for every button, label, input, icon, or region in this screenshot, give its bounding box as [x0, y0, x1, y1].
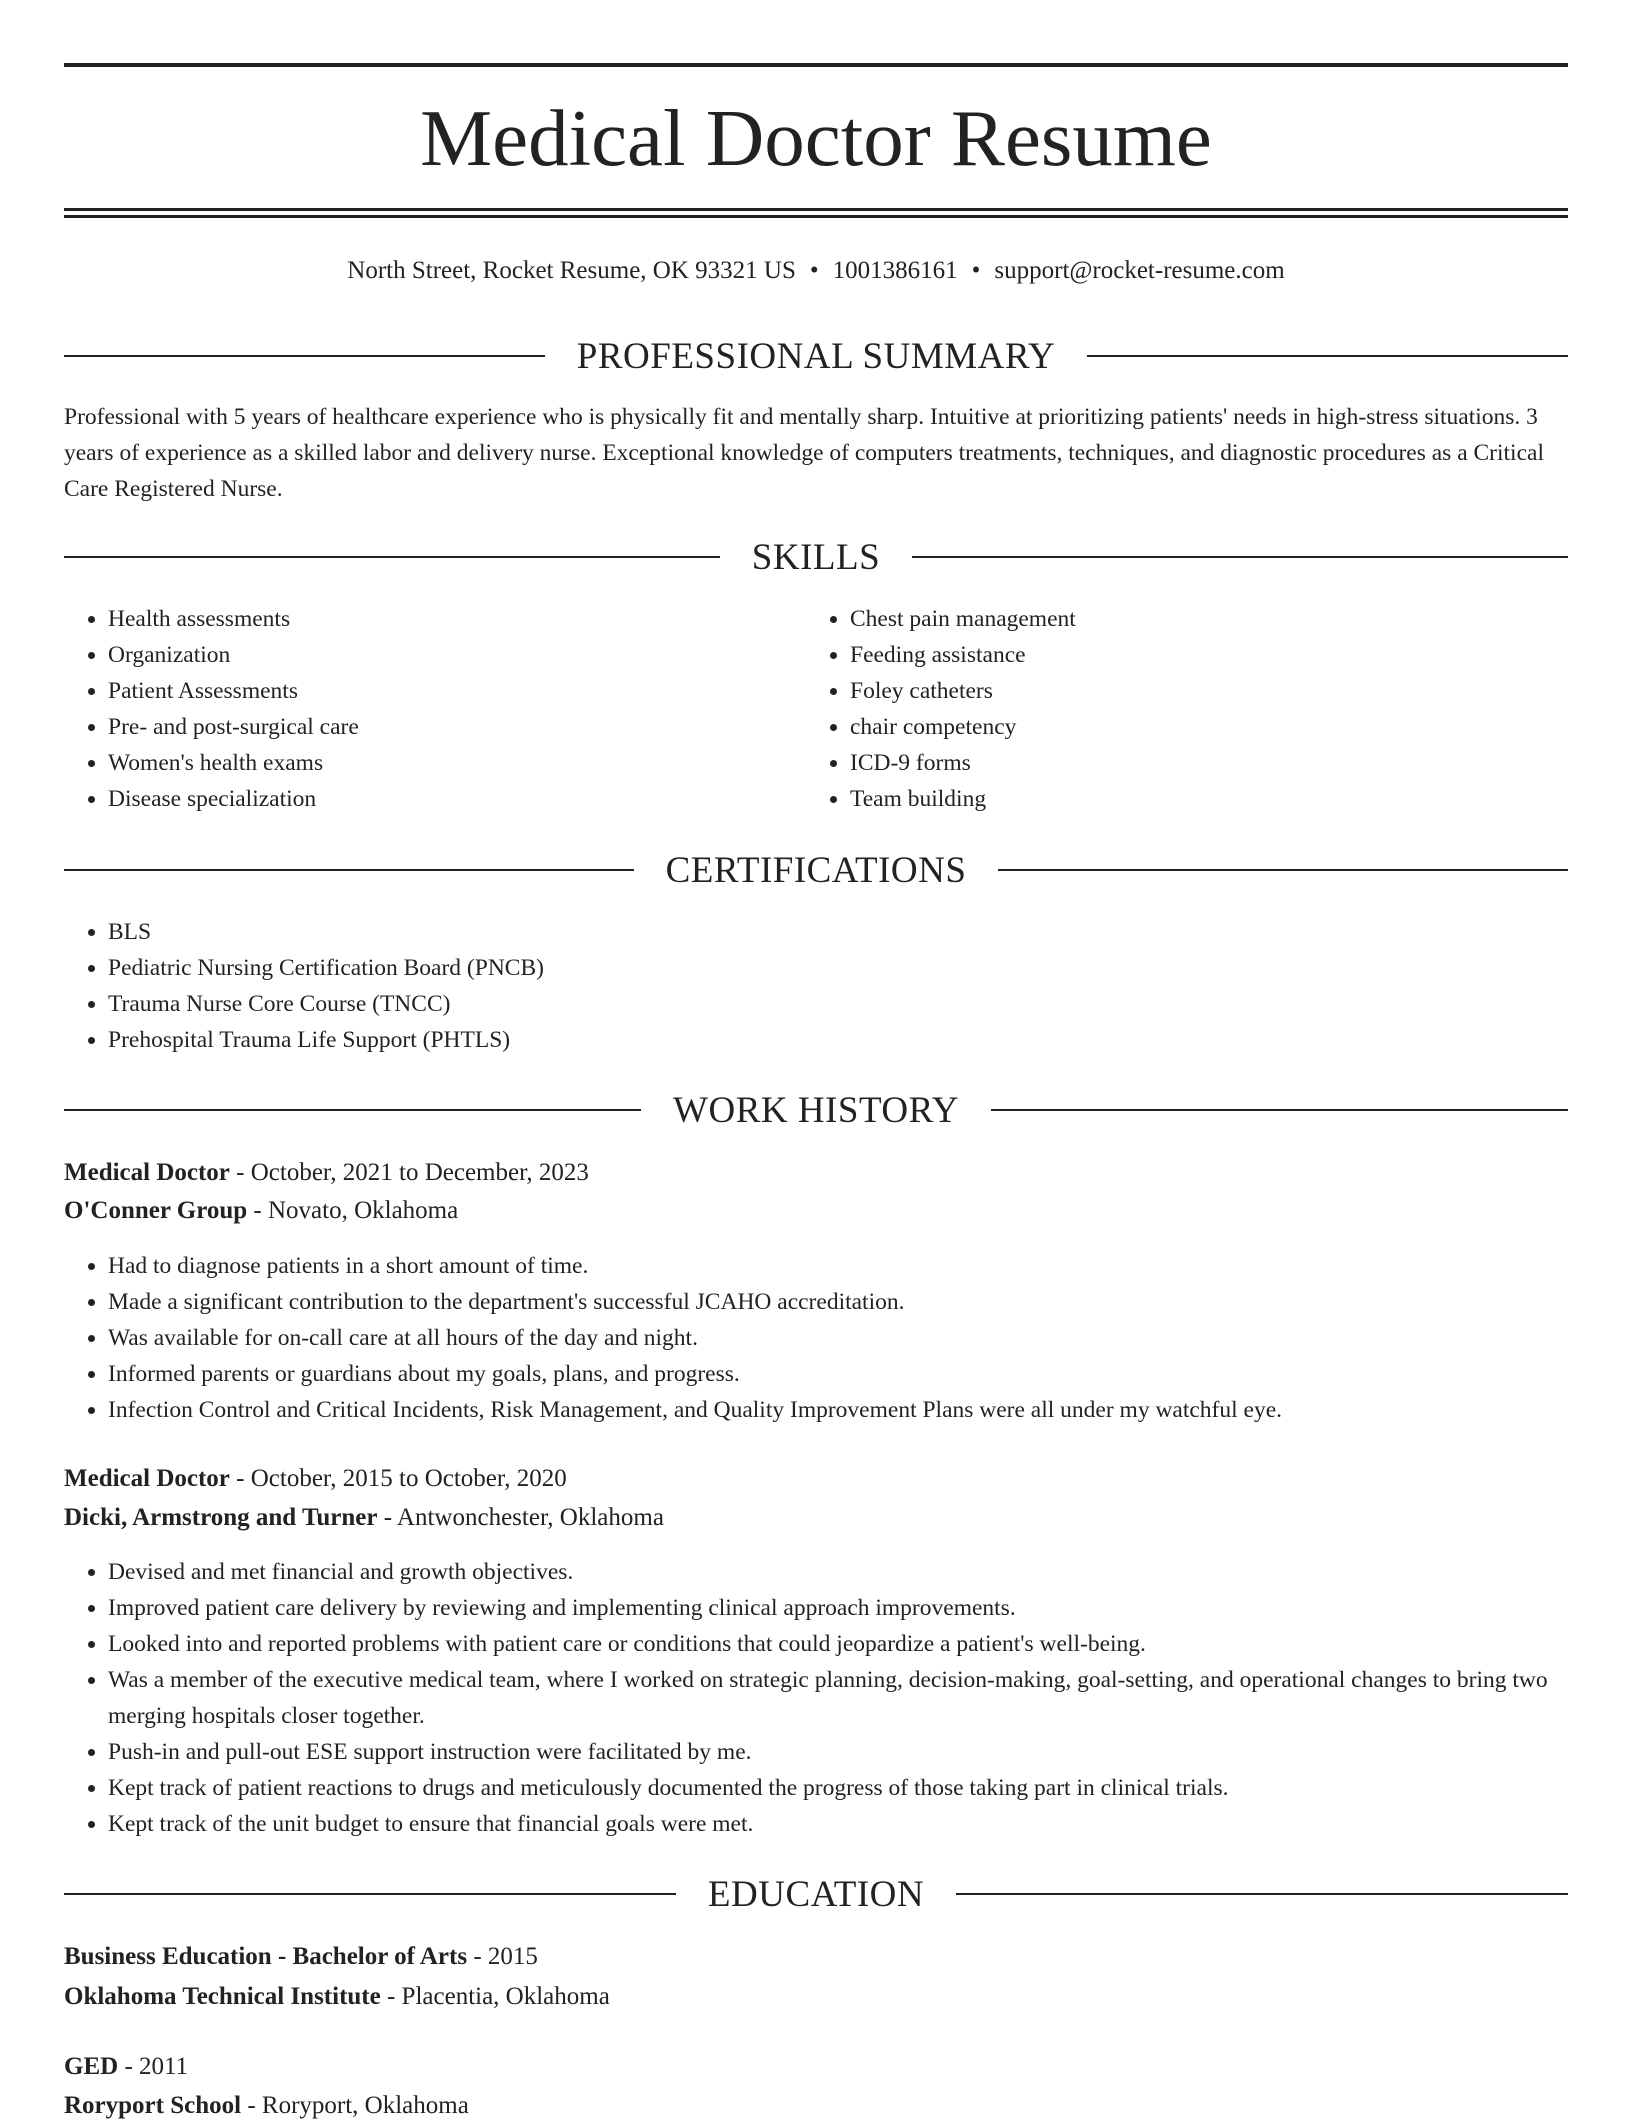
page-title: Medical Doctor Resume	[420, 93, 1212, 183]
education-degree: GED	[64, 2053, 119, 2080]
heading-rule-left	[64, 355, 545, 357]
heading-rule-left	[64, 1109, 641, 1111]
job-location: - Novato, Oklahoma	[247, 1197, 459, 1224]
summary-text: Professional with 5 years of healthcare experience who is physically fit and mentally sharp. Intuitive at prioritizing patients' needs in high-stress situations. 3 years of experience as a skilled labor and delivery nurse. Exceptional knowledge of computers treatments, techniques, and diagnostic procedures as a Critical Care Registered Nurse.	[64, 404, 1544, 502]
skills-list-left	[64, 601, 808, 817]
job-bullet: • Push-in and pull-out ESE support instruction were facilitated by me.	[108, 1734, 1568, 1770]
skill-item: • Health assessments	[108, 601, 808, 637]
certification-item: • Prehospital Trauma Life Support (PHTLS)	[108, 1022, 1548, 1058]
job-bullet: • Improved patient care delivery by reviewing and implementing clinical approach improvements.	[108, 1590, 1568, 1626]
job-bullet: • Made a significant contribution to the department's successful JCAHO accreditation.	[108, 1284, 1568, 1320]
heading-rule-right	[912, 556, 1568, 558]
summary-heading: PROFESSIONAL SUMMARY	[576, 335, 1056, 377]
skills-section-heading	[64, 535, 1568, 579]
contact-separator: •	[809, 257, 819, 284]
skill-item: • Pre- and post-surgical care	[108, 709, 808, 745]
job-bullets	[64, 1248, 1568, 1428]
title-double-rule	[64, 208, 1568, 218]
skills-heading: SKILLS	[751, 536, 881, 578]
job-bullet: • Had to diagnose patients in a short amount of time.	[108, 1248, 1568, 1284]
education-section-heading	[64, 1872, 1568, 1916]
certification-item: • Pediatric Nursing Certification Board (PNCB)	[108, 950, 1548, 986]
heading-rule-left	[64, 556, 720, 558]
contact-phone: 1001386161	[832, 257, 958, 284]
certification-item: • Trauma Nurse Core Course (TNCC)	[108, 986, 1548, 1022]
job-title-line	[64, 1461, 1568, 1497]
education-school-line	[64, 2088, 1568, 2124]
skill-item: • ICD-9 forms	[850, 745, 1550, 781]
education-school: Oklahoma Technical Institute	[64, 1983, 381, 2010]
skill-item: • Chest pain management	[850, 601, 1550, 637]
education-degree-line	[64, 2049, 1568, 2085]
job-bullet: • Infection Control and Critical Incidents, Risk Management, and Quality Improvement Plans were all under my watchful eye.	[108, 1392, 1568, 1428]
heading-rule-right	[998, 869, 1568, 871]
certifications-heading: CERTIFICATIONS	[665, 849, 967, 891]
contact-email: support@rocket-resume.com	[994, 257, 1285, 284]
job-bullet: • Devised and met financial and growth objectives.	[108, 1554, 1568, 1590]
contact-line	[64, 254, 1568, 288]
certifications-section-heading	[64, 848, 1568, 892]
job-company: Dicki, Armstrong and Turner	[64, 1504, 378, 1531]
job-company: O'Conner Group	[64, 1197, 248, 1224]
job-bullet: • Was available for on-call care at all hours of the day and night.	[108, 1320, 1568, 1356]
skill-item: • Team building	[850, 781, 1550, 817]
job-bullet: • Kept track of patient reactions to drugs and meticulously documented the progress of those taking part in clinical trials.	[108, 1770, 1568, 1806]
education-degree-line	[64, 1939, 1568, 1975]
skill-item: • Foley catheters	[850, 673, 1550, 709]
education-year: - 2011	[118, 2053, 189, 2080]
certification-item: • BLS	[108, 914, 1548, 950]
heading-rule-right	[1087, 355, 1568, 357]
heading-rule-left	[64, 869, 634, 871]
education-location: - Roryport, Oklahoma	[241, 2092, 469, 2119]
heading-rule-right	[956, 1893, 1568, 1895]
job-bullet: • Was a member of the executive medical team, where I worked on strategic planning, decision-making, goal-setting, and operational changes to bring two merging hospitals closer together.	[108, 1662, 1568, 1734]
job-company-line	[64, 1500, 1568, 1536]
job-dates: - October, 2015 to October, 2020	[229, 1465, 567, 1492]
job-company-line	[64, 1193, 1568, 1229]
summary-section-heading	[64, 334, 1568, 378]
skill-item: • Disease specialization	[108, 781, 808, 817]
top-rule	[64, 63, 1568, 67]
skill-item: • Organization	[108, 637, 808, 673]
job-bullet: • Informed parents or guardians about my goals, plans, and progress.	[108, 1356, 1568, 1392]
job-bullets	[64, 1554, 1568, 1842]
skills-list-right	[806, 601, 1550, 817]
job-title: Medical Doctor	[64, 1465, 230, 1492]
job-title-line	[64, 1155, 1568, 1191]
work-section-heading	[64, 1088, 1568, 1132]
contact-address: North Street, Rocket Resume, OK 93321 US	[347, 257, 796, 284]
education-year: - 2015	[467, 1943, 538, 1970]
job-bullet: • Looked into and reported problems with patient care or conditions that could jeopardize a patient's well-being.	[108, 1626, 1568, 1662]
skill-item: • Feeding assistance	[850, 637, 1550, 673]
education-location: - Placentia, Oklahoma	[380, 1983, 610, 2010]
heading-rule-right	[991, 1109, 1568, 1111]
job-bullet: • Kept track of the unit budget to ensure that financial goals were met.	[108, 1806, 1568, 1842]
job-title: Medical Doctor	[64, 1159, 230, 1186]
skill-item: • Women's health exams	[108, 745, 808, 781]
job-dates: - October, 2021 to December, 2023	[229, 1159, 589, 1186]
heading-rule-left	[64, 1893, 676, 1895]
education-degree: Business Education - Bachelor of Arts	[64, 1943, 468, 1970]
certifications-list	[64, 914, 1548, 1058]
work-heading: WORK HISTORY	[673, 1089, 959, 1131]
education-school-line	[64, 1979, 1568, 2015]
skill-item: • chair competency	[850, 709, 1550, 745]
education-heading: EDUCATION	[707, 1873, 925, 1915]
education-school: Roryport School	[64, 2092, 242, 2119]
skill-item: • Patient Assessments	[108, 673, 808, 709]
job-location: - Antwonchester, Oklahoma	[377, 1504, 664, 1531]
contact-separator: •	[971, 257, 981, 284]
